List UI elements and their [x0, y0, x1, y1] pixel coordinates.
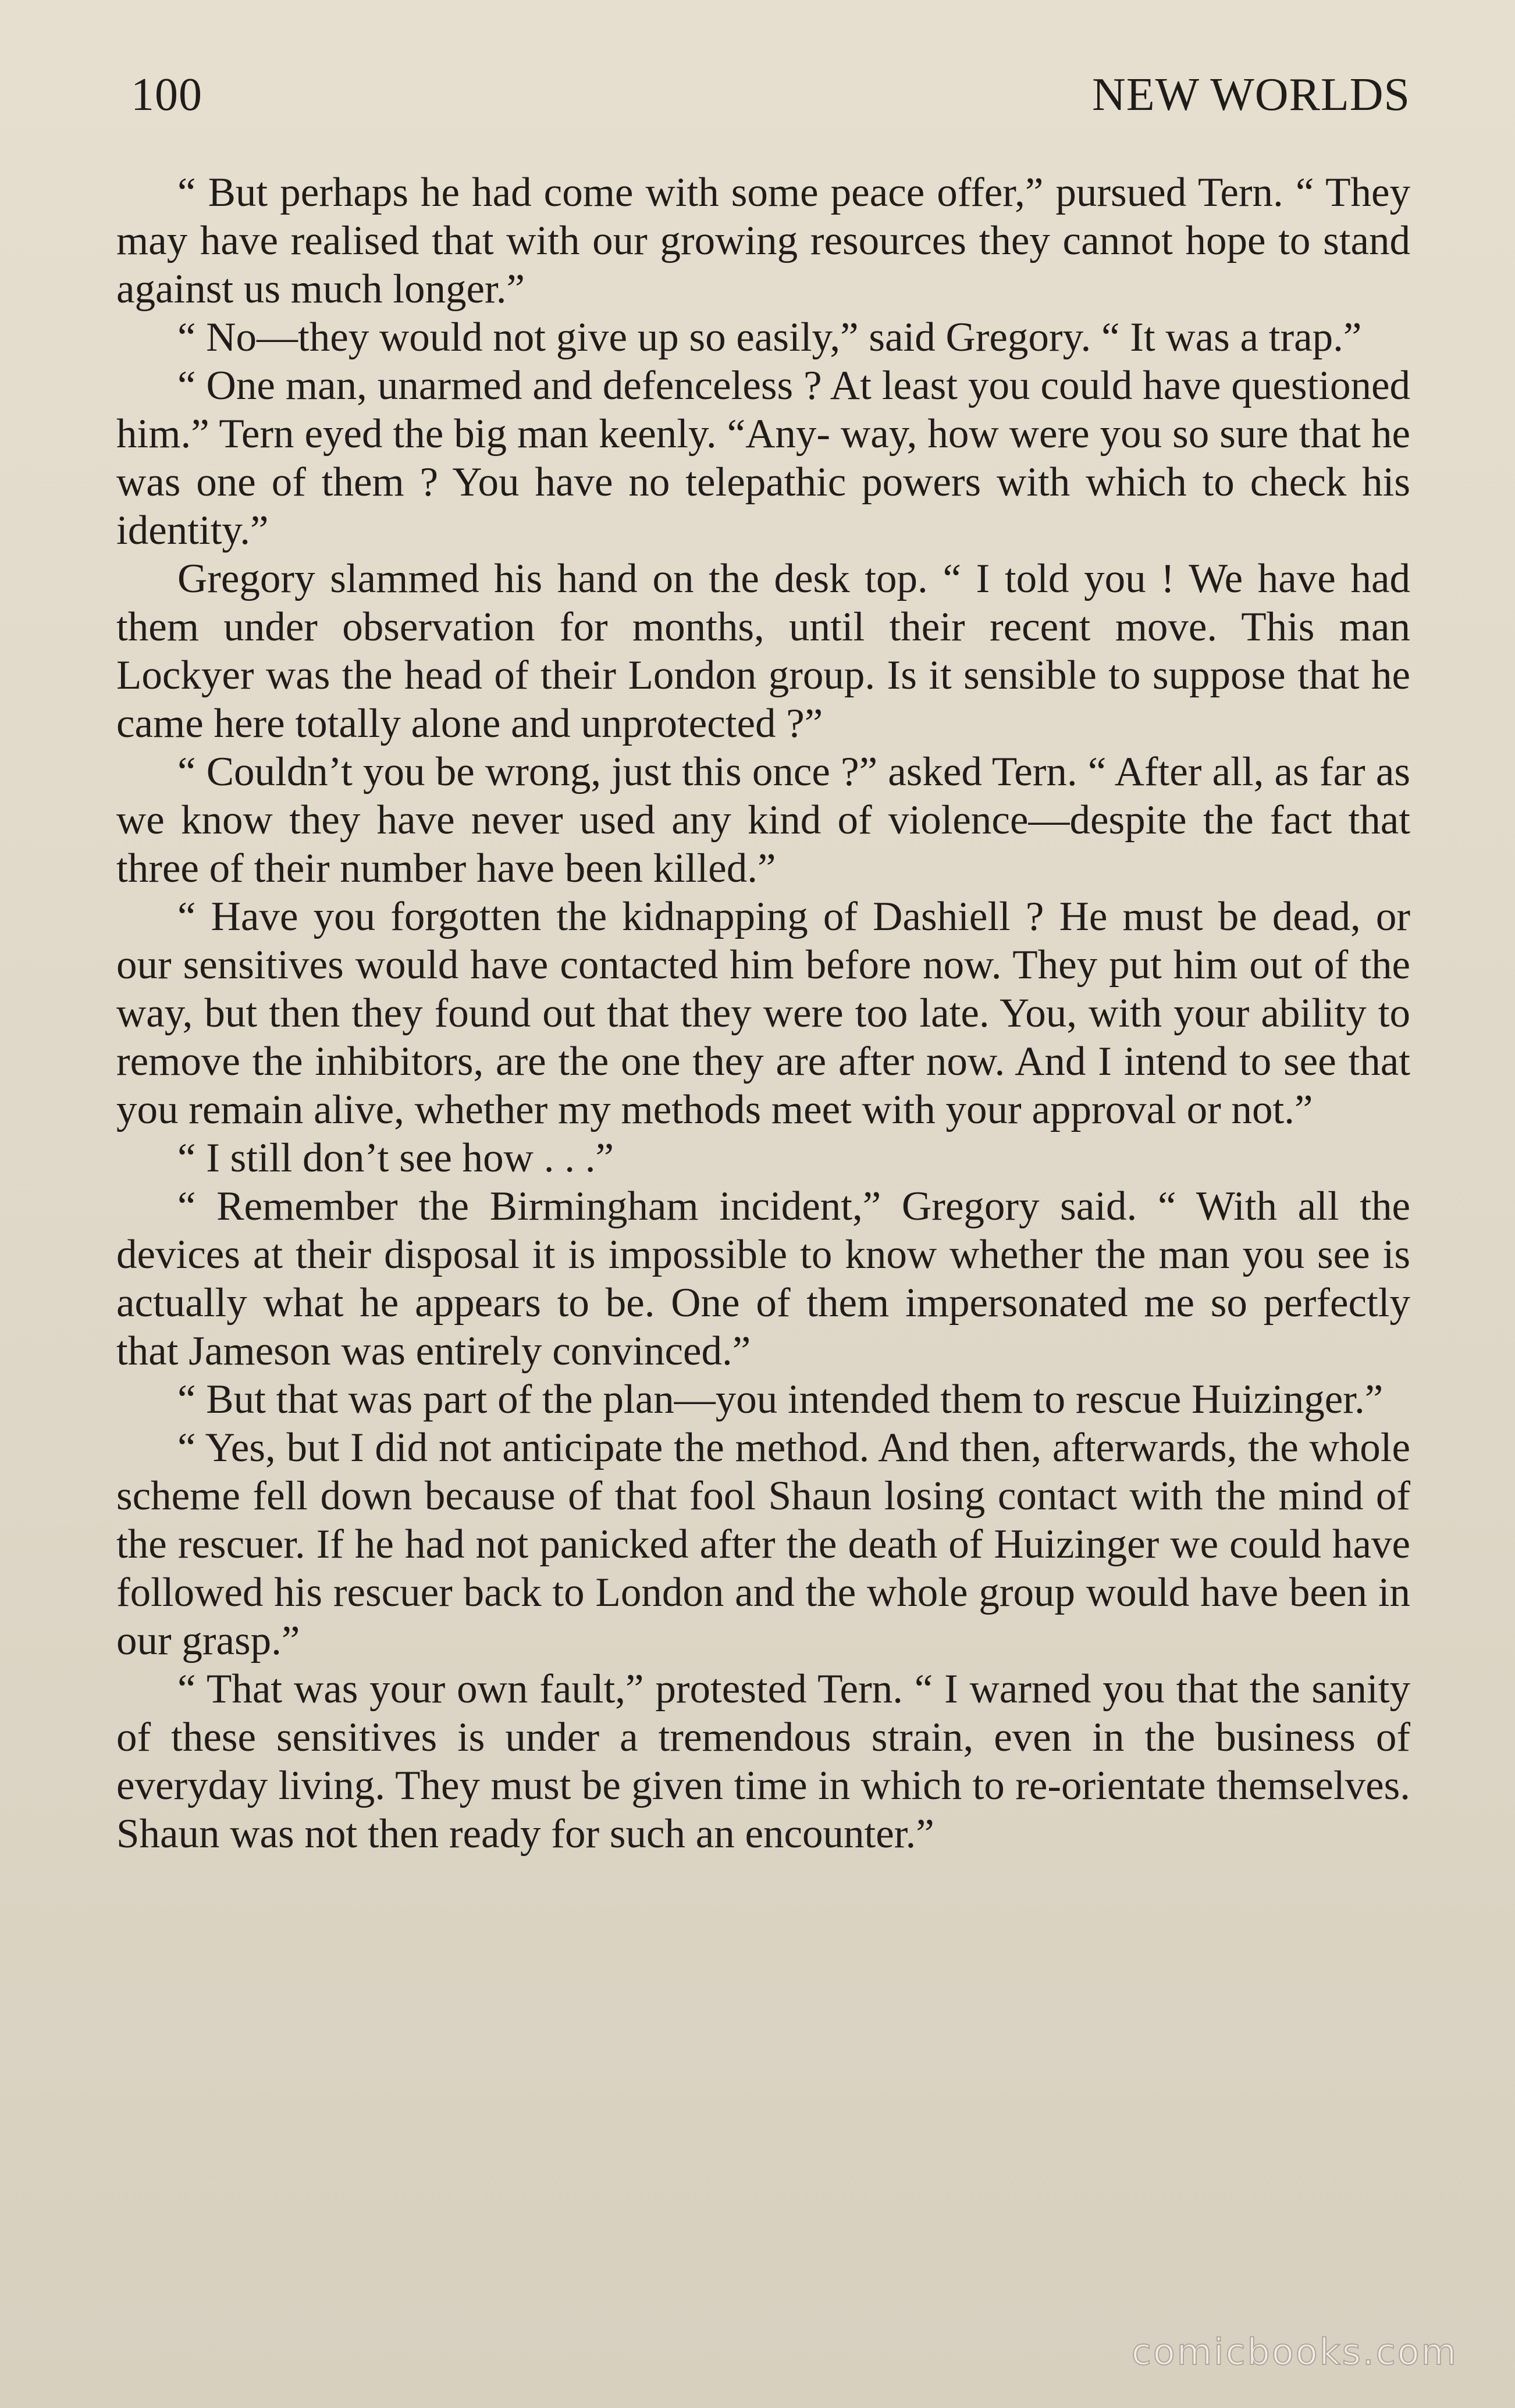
paragraph: “ Remember the Birmingham incident,” Gregory said. “ With all the devices at their disposal it is impossible to know whether the man you see is actually what he appears to be. One of them impersonated me so perfectly that Jameson was entirely convinced.” — [116, 1184, 1410, 1374]
running-title: NEW WORLDS — [1091, 69, 1410, 120]
page-number: 100 — [131, 69, 202, 120]
paragraph: “ But that was part of the plan—you intended them to rescue Huizinger.” — [177, 1377, 1384, 1422]
paragraph: “ That was your own fault,” protested Tern. “ I warned you that the sanity of these sensitives is under a tremendous strain, even in the business of everyday living. They must be given time in which to re-orientate themselves. Shaun was not then ready for such an encounter.” — [116, 1666, 1410, 1857]
paragraph: “ One man, unarmed and defenceless ? At least you could have questioned him.” Tern eyed the big man keenly. “Any- way, how were you so sure that he was one of them ? You have no telepathic powers with which to check his identity.” — [116, 363, 1410, 553]
page-header — [131, 69, 1410, 122]
watermark: comicbooks.com — [1131, 2331, 1458, 2373]
paragraph: “ No—they would not give up so easily,” said Gregory. “ It was a trap.” — [177, 315, 1362, 360]
paragraph: “ I still don’t see how . . .” — [177, 1135, 614, 1181]
paragraph: Gregory slammed his hand on the desk top. “ I told you ! We have had them under observation for months, until their recent move. This man Lockyer was the head of their London group. Is it sensible to suppose that he came here totally alone and unprotected ?” — [116, 556, 1410, 746]
paragraph: “ But perhaps he had come with some peace offer,” pursued Tern. “ They may have realised that with our growing resources they cannot hope to stand against us much longer.” — [116, 170, 1410, 312]
paragraph: “ Couldn’t you be wrong, just this once ?” asked Tern. “ After all, as far as we know they have never used any kind of violence—despite the fact that three of their number have been killed.” — [116, 749, 1410, 891]
body-text — [116, 169, 1410, 1858]
paragraph: “ Have you forgotten the kidnapping of Dashiell ? He must be dead, or our sensitives would have contacted him before now. They put him out of the way, but then they found out that they were too late. You, with your ability to remove the inhibitors, are the one they are after now. And I intend to see that you remain alive, whether my methods meet with your approval or not.” — [116, 894, 1410, 1132]
paragraph: “ Yes, but I did not anticipate the method. And then, afterwards, the whole scheme fell down because of that fool Shaun losing contact with the mind of the rescuer. If he had not panicked after the death of Huizinger we could have followed his rescuer back to London and the whole group would have been in our grasp.” — [116, 1425, 1410, 1663]
